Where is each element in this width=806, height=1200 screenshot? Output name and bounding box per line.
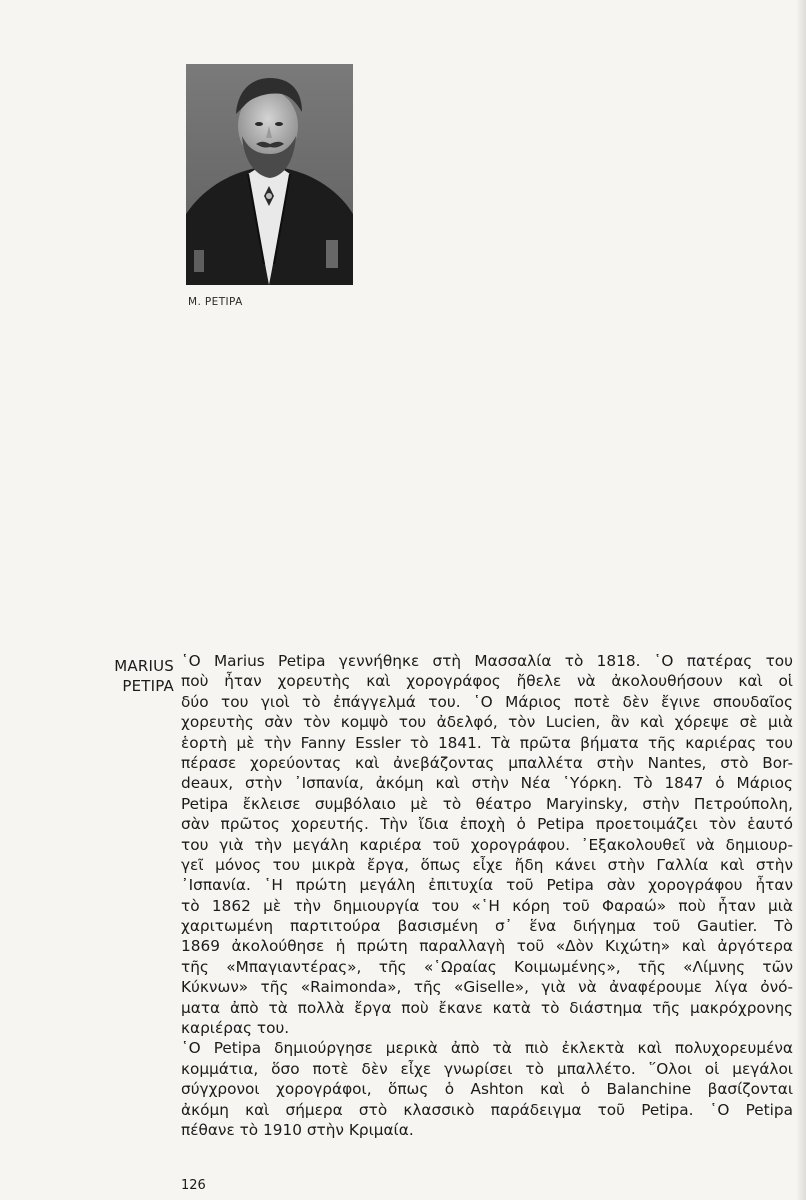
- body-text-line: χορευτὴς σὰν τὸν κομψὸ του ἀδελφό, τὸν Lucien, ἂν καὶ χόρεψε σὲ μιὰ: [181, 713, 793, 732]
- body-text-line: ῾Ο Petipa δημιούργησε μερικὰ ἀπὸ τὰ πιὸ ἐκλεκτὰ καὶ πολυχορευμένα: [181, 1039, 793, 1058]
- body-text-line: κομμάτια, ὅσο ποτὲ δὲν εἶχε γνωρίσει τὸ μπαλλέτο. ῞Ολοι οἱ μεγάλοι: [181, 1059, 793, 1078]
- body-text-line: χαριτωμένη παρτιτούρα βασισμένη σ᾿ ἕνα διήγημα τοῦ Gautier. Τὸ: [181, 917, 793, 936]
- margin-heading: [96, 656, 174, 696]
- body-text-line: σύγχρονοι χορογράφοι, ὅπως ὁ Ashton καὶ ὁ Balanchine βασίζονται: [181, 1080, 793, 1099]
- body-text-line: σὰν πρῶτος χορευτής. Τὴν ἴδια ἐποχὴ ὁ Petipa προετοιμάζει τὸν ἑαυτό: [181, 815, 793, 834]
- scan-edge-shadow: [796, 0, 806, 1200]
- body-text-line: ῾Ο Marius Petipa γεννήθηκε στὴ Μασσαλία τὸ 1818. ῾Ο πατέρας του: [181, 652, 793, 670]
- body-text-line: deaux, στὴν ᾿Ισπανία, ἀκόμη καὶ στὴν Νέα ῾Υόρκη. Τὸ 1847 ὁ Μάριος: [181, 774, 793, 793]
- page-number: 126: [181, 1178, 206, 1193]
- body-text-line: δύο του γιοὶ τὸ ἐπάγγελμά του. ῾Ο Μάριος ποτὲ δὲν ἔγινε σπουδαῖος: [181, 692, 793, 711]
- body-text-line: ματα ἀπὸ τὰ πολλὰ ἔργα ποὺ ἔκανε κατὰ τὸ διάστημα τῆς μακρόχρονης: [181, 998, 793, 1017]
- body-text-line: Petipa ἔκλεισε συμβόλαιο μὲ τὸ θέατρο Maryinsky, στὴν Πετρούπολη,: [181, 794, 793, 813]
- margin-heading-line: PETIPA: [122, 677, 174, 695]
- body-text-line: ᾿Ισπανία. ῾Η πρώτη μεγάλη ἐπιτυχία τοῦ Petipa σὰν χορογράφου ἦταν: [181, 876, 793, 895]
- photo-caption: M. PETIPA: [188, 296, 243, 308]
- margin-heading-line: MARIUS: [114, 657, 174, 675]
- body-text-line: καριέρας του.: [181, 1019, 290, 1038]
- body-text-line: τὸ 1862 μὲ τὴν δημιουργία του «῾Η κόρη τοῦ Φαραώ» ποὺ ἦταν μιὰ: [181, 896, 793, 915]
- body-text-line: του γιὰ τὴν μεγάλη καριέρα τοῦ χορογράφου. ᾿Εξακολουθεῖ νὰ δημιουρ-: [181, 835, 793, 854]
- body-text-line: 1869 ἀκολούθησε ἡ πρώτη παραλλαγὴ τοῦ «Δὸν Κιχώτη» καὶ ἀργότερα: [181, 937, 793, 956]
- body-text-line: γεῖ μόνος του μικρὰ ἔργα, ὅπως εἶχε ἤδη κάνει στὴν Γαλλία καὶ στὴν: [181, 855, 793, 874]
- body-text-line: πέρασε χορεύοντας καὶ ἀνεβάζοντας μπαλλέτα στὴν Nantes, στὸ Bor-: [181, 753, 793, 772]
- body-text-line: ἀκόμη καὶ σήμερα στὸ κλασσικὸ παράδειγμα τοῦ Petipa. ῾Ο Petipa: [181, 1100, 793, 1119]
- body-text-line: ποὺ ἦταν χορευτὴς καὶ χορογράφος ἤθελε νὰ ἀκολουθήσουν καὶ οἱ: [181, 672, 793, 691]
- portrait-photo: [186, 64, 353, 285]
- body-text-line: τῆς «Μπαγιαντέρας», τῆς «῾Ωραίας Κοιμωμένης», τῆς «Λίμνης τῶν: [181, 957, 793, 976]
- body-text-line: ἑορτὴ μὲ τὴν Fanny Essler τὸ 1841. Τὰ πρῶτα βήματα τῆς καριέρας του: [181, 733, 793, 752]
- body-text-line: Κύκνων» τῆς «Raimonda», τῆς «Giselle», γιὰ νὰ ἀναφέρουμε λίγα ὀνό-: [181, 978, 793, 997]
- body-text: [181, 651, 793, 1140]
- body-text-line: πέθανε τὸ 1910 στὴν Κριμαία.: [181, 1120, 414, 1139]
